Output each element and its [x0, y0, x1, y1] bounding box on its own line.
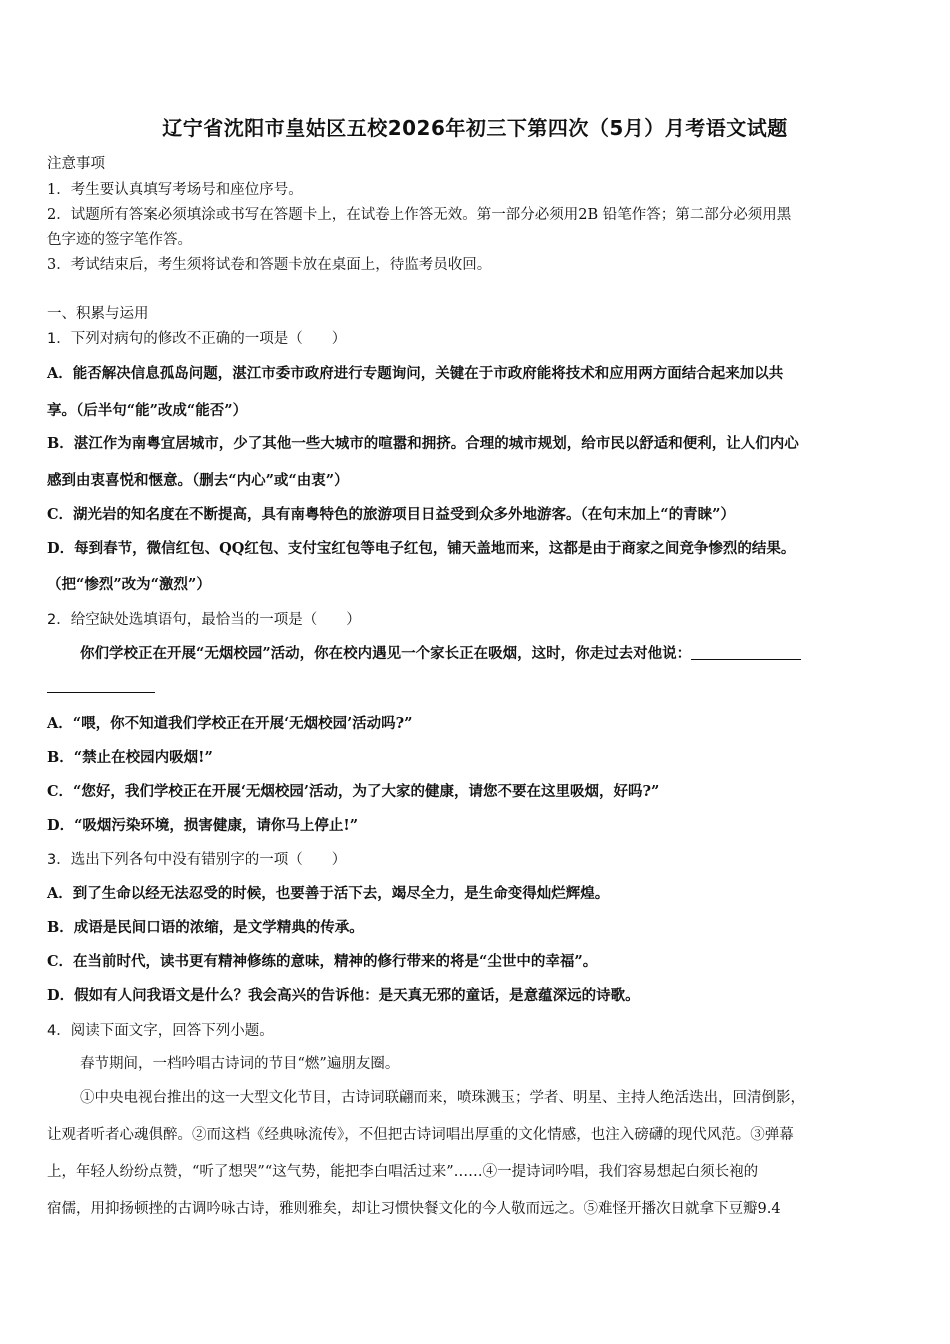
- q3-option: A．到了生命以经无法忍受的时候，也要善于活下去，竭尽全力，是生命变得灿烂辉煌。: [47, 885, 610, 902]
- q2-prompt-row: [47, 642, 905, 663]
- q3-option: C．在当前时代，读书更有精神修练的意味，精神的修行带来的将是“尘世中的幸福”。: [47, 953, 598, 970]
- passage-line: 宿儒，用抑扬顿挫的古调吟咏古诗，雅则雅矣，却让习惯快餐文化的今人敬而远之。⑤难怪开播次日就拿下豆瓣9.4: [47, 1201, 781, 1217]
- passage-line: ①中央电视台推出的这一大型文化节目，古诗词联翩而来，喷珠溅玉；学者、明星、主持人绝活迭出，回清倒影，: [80, 1090, 805, 1106]
- q2-stem: 2．给空缺处选填语句，最恰当的一项是（ ）: [47, 612, 361, 628]
- q1-option-line: A．能否解决信息孤岛问题，湛江市委市政府进行专题询问，关键在于市政府能将技术和应用两方面结合起来加以共: [47, 365, 784, 382]
- q1-option-line: 感到由衷喜悦和惬意。（删去“内心”或“由衷”）: [47, 472, 349, 489]
- q1-option-line: C．湖光岩的知名度在不断提高，具有南粤特色的旅游项目日益受到众多外地游客。（在句末加上“的青睐”）: [47, 506, 735, 523]
- notice-heading: 注意事项: [47, 156, 105, 172]
- q1-option-line: B．湛江作为南粤宜居城市，少了其他一些大城市的喧嚣和拥挤。合理的城市规划，给市民以舒适和便利，让人们内心: [47, 435, 799, 452]
- q1-option-line: 享。（后半句“能”改成“能否”）: [47, 402, 248, 419]
- q2-option: B．“禁止在校园内吸烟!”: [47, 749, 213, 766]
- passage-line: 让观者听者心魂俱醉。②而这档《经典咏流传》，不但把古诗词唱出厚重的文化情感，也注入磅礴的现代风范。③弹幕: [47, 1127, 794, 1143]
- q1-stem: 1．下列对病句的修改不正确的一项是（ ）: [47, 331, 347, 347]
- q3-option: D．假如有人问我语文是什么？我会高兴的告诉他：是天真无邪的童话，是意蕴深远的诗歌。: [47, 987, 640, 1004]
- passage-line: 上，年轻人纷纷点赞，“听了想哭”“这气势，能把李白唱活过来”……④一提诗词吟唱，我们容易想起白须长袍的: [47, 1164, 759, 1180]
- answer-blank-continued[interactable]: [47, 692, 155, 693]
- notice-item: 2．试题所有答案必须填涂或书写在答题卡上，在试卷上作答无效。第一部分必须用2B 铅笔作答；第二部分必须用黑: [47, 207, 792, 223]
- q3-stem: 3．选出下列各句中没有错别字的一项（ ）: [47, 852, 347, 868]
- notice-item: 3．考试结束后，考生须将试卷和答题卡放在桌面上，待监考员收回。: [47, 257, 492, 273]
- q4-stem: 4．阅读下面文字，回答下列小题。: [47, 1023, 274, 1039]
- q2-option: D．“吸烟污染环境，损害健康，请你马上停止!”: [47, 817, 359, 834]
- notice-item: 1．考生要认真填写考场号和座位序号。: [47, 182, 303, 198]
- page-title: 辽宁省沈阳市皇姑区五校2026年初三下第四次（5月）月考语文试题: [162, 116, 788, 140]
- q4-intro: 春节期间，一档吟唱古诗词的节目“燃”遍朋友圈。: [80, 1056, 400, 1072]
- q2-prompt: 你们学校正在开展“无烟校园”活动，你在校内遇见一个家长正在吸烟，这时，你走过去对他说：: [80, 645, 692, 662]
- notice-item: 色字迹的签字笔作答。: [47, 232, 192, 248]
- q1-option-line: （把“惨烈”改为“激烈”）: [47, 576, 211, 593]
- q1-option-line: D．每到春节，微信红包、QQ红包、支付宝红包等电子红包，铺天盖地而来，这都是由于商家之间竞争惨烈的结果。: [47, 540, 796, 557]
- section-heading: 一、积累与运用: [47, 306, 149, 322]
- q2-option: C．“您好，我们学校正在开展‘无烟校园’活动，为了大家的健康，请您不要在这里吸烟，好吗?”: [47, 783, 660, 800]
- q2-option: A．“喂，你不知道我们学校正在开展‘无烟校园’活动吗?”: [47, 715, 413, 732]
- q3-option: B．成语是民间口语的浓缩，是文学精典的传承。: [47, 919, 364, 936]
- answer-blank[interactable]: [691, 645, 801, 660]
